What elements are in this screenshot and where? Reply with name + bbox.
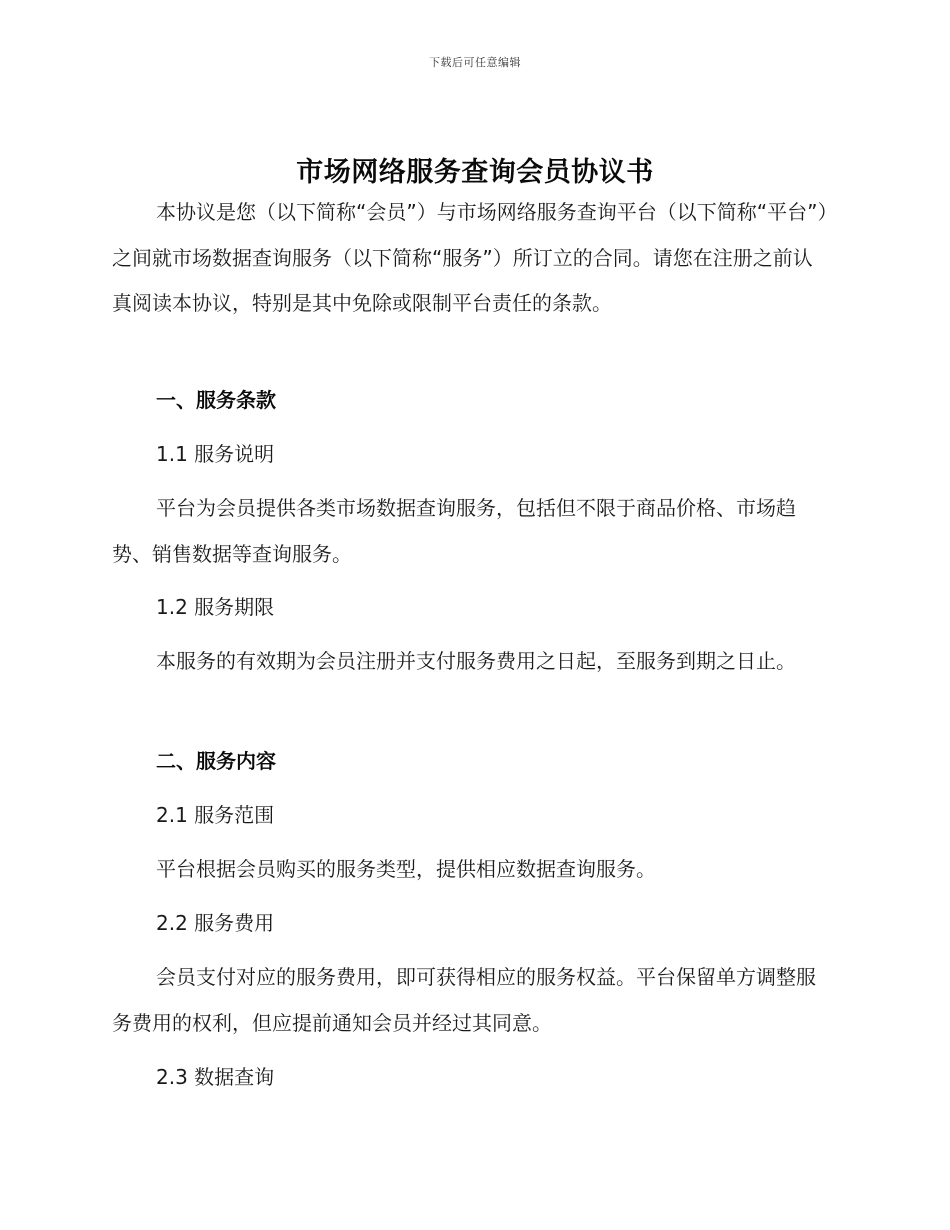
subsection-title-2-2: 2.2 服务费用 xyxy=(156,911,275,935)
paragraph-1-2: 本服务的有效期为会员注册并支付服务费用之日起，至服务到期之日止。 xyxy=(156,649,796,673)
section-heading-service-terms: 一、服务条款 xyxy=(156,388,276,412)
subsection-title-1-1: 1.1 服务说明 xyxy=(156,442,275,466)
section-heading-service-content: 二、服务内容 xyxy=(156,749,276,773)
subsection-title-2-1: 2.1 服务范围 xyxy=(156,803,275,827)
subsection-title-2-3: 2.3 数据查询 xyxy=(156,1065,275,1089)
header-note: 下载后可任意编辑 xyxy=(429,56,521,69)
paragraph-1-1: 平台为会员提供各类市场数据查询服务，包括但不限于商品价格、市场趋势、销售数据等查询服务。 xyxy=(112,496,796,566)
document-title: 市场网络服务查询会员协议书 xyxy=(296,157,654,188)
paragraph-2-1: 平台根据会员购买的服务类型，提供相应数据查询服务。 xyxy=(156,857,656,881)
subsection-title-1-2: 1.2 服务期限 xyxy=(156,595,275,619)
intro-paragraph: 本协议是您（以下简称“会员”）与市场网络服务查询平台（以下简称“平台”）之间就市场数据查询服务（以下简称“服务”）所订立的合同。请您在注册之前认真阅读本协议，特别是其中免除或限制平台责任的条款。 xyxy=(112,200,828,315)
paragraph-2-2: 会员支付对应的服务费用，即可获得相应的服务权益。平台保留单方调整服务费用的权利，但应提前通知会员并经过其同意。 xyxy=(112,965,816,1035)
